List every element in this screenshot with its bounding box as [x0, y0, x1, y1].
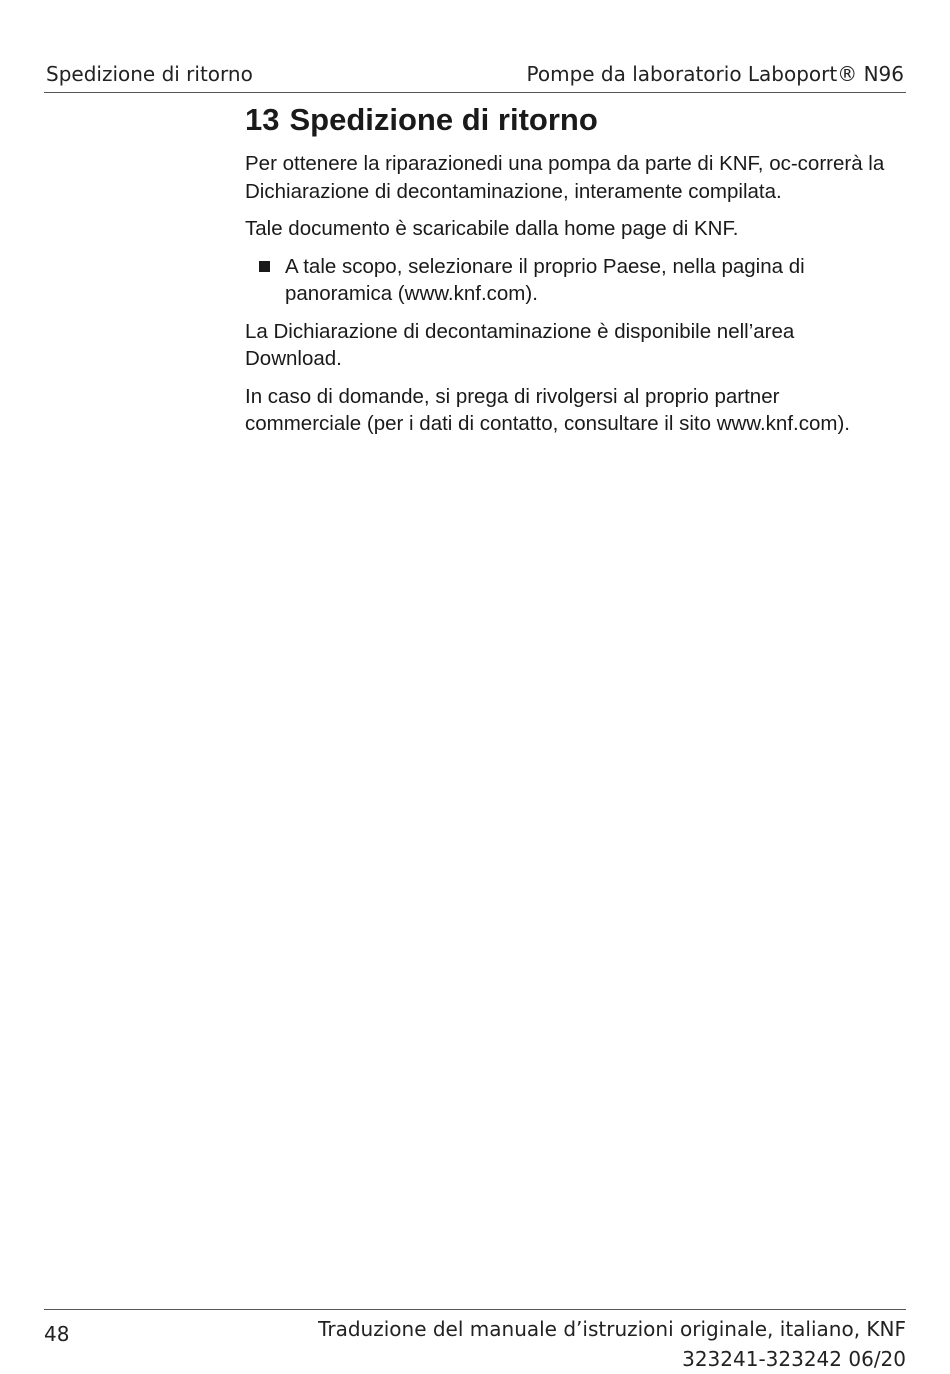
square-bullet-icon — [259, 261, 270, 272]
document-code-line: 323241-323242 06/20 — [682, 1347, 906, 1371]
list-item — [245, 253, 895, 308]
instruction-list — [245, 253, 895, 308]
header-section-title: Spedizione di ritorno — [46, 62, 253, 86]
page-header — [44, 60, 906, 93]
paragraph-download-source: Tale documento è scaricabile dalla home page di KNF. — [245, 217, 739, 240]
main-content — [245, 100, 895, 448]
chapter-heading — [245, 100, 895, 140]
header-product-name: Pompe da laboratorio Laboport® N96 — [526, 62, 904, 86]
paragraph-download-area: La Dichiarazione di decontaminazione è disponibile nell’area Download. — [245, 319, 795, 370]
list-item-text: A tale scopo, selezionare il proprio Paese, nella pagina di panoramica (www.knf.com). — [285, 254, 805, 305]
chapter-title: Spedizione di ritorno — [289, 102, 598, 137]
chapter-number: 13 — [245, 102, 280, 137]
paragraph-contact: In caso di domande, si prega di rivolgersi al proprio partner commerciale (per i dati di contatto, consultare il sito www.knf.com). — [245, 384, 850, 435]
document-title-line: Traduzione del manuale d’istruzioni originale, italiano, KNF — [318, 1317, 906, 1341]
page-footer — [44, 1309, 906, 1371]
paragraph-repair-requirement: Per ottenere la riparazionedi una pompa da parte di KNF, oc-correrà la Dichiarazione di decontaminazione, interamente compilata. — [245, 152, 885, 203]
page-number: 48 — [44, 1322, 70, 1346]
document-info — [318, 1314, 906, 1374]
